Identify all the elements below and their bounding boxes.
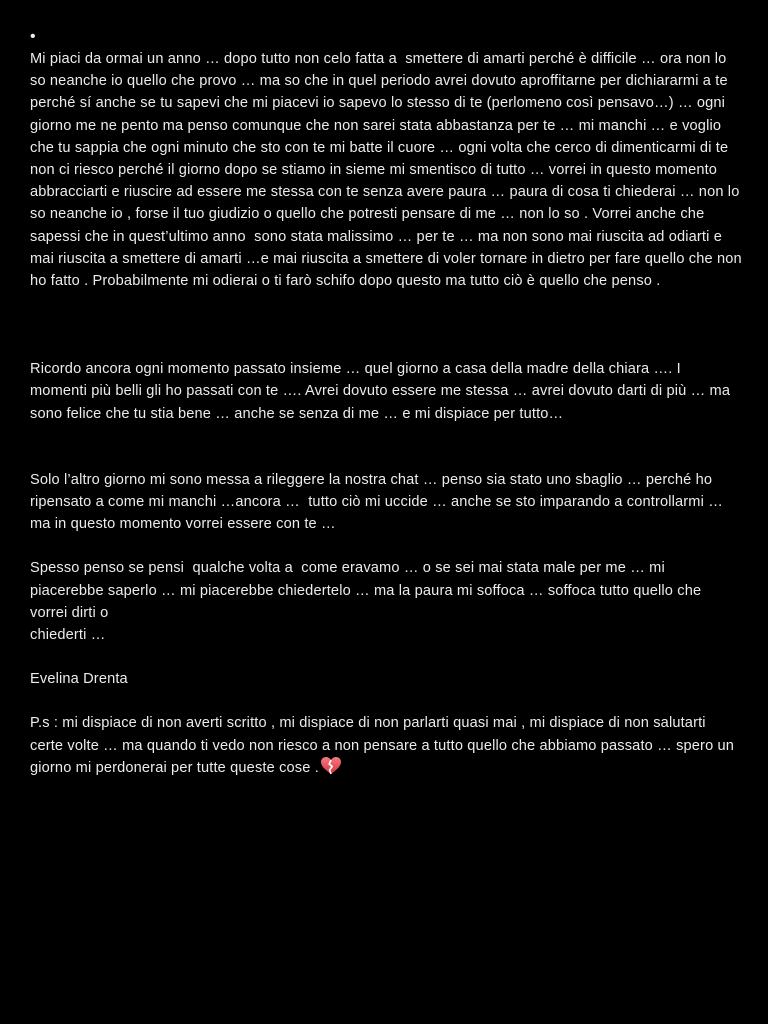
spacer bbox=[30, 690, 742, 712]
postscript-text: P.s : mi dispiace di non averti scritto , mi dispiace di non parlarti quasi mai , mi dispiace di non salutarti certe volte … ma quando ti vedo non riesco a non pensare a tutto quello che abbiamo passato … spero un giorno mi perdonerai per tutte queste cose . bbox=[30, 715, 739, 776]
paragraph-1: Mi piaci da ormai un anno … dopo tutto non celo fatta a smettere di amarti perché è difficile … ora non lo so neanche io quello che provo … ma so che in quel periodo avrei dovuto aproffitarne per dichiararmi a te perché sí anche se tu sapevi che mi piacevi io sapevo lo stesso di te (perlomeno così pensavo…) … ogni giorno me ne pento ma penso comunque che non sarei stata abbastanza per te … mi manchi … e voglio che tu sappia che ogni minuto che sto con te mi batte il cuore … ogni volta che cerco di dimenticarmi di te non ci riesco perché il giorno dopo se stiamo in sieme mi smentisco di tutto … vorrei in questo momento abbracciarti e riuscire ad essere me stessa con te senza avere paura … paura di cosa ti chiederai … non lo so neanche io , forse il tuo giudizio o quello che potresti pensare di me … non lo so . Vorrei anche che sapessi che in quest’ultimo anno sono stata malissimo … per te … ma non sono mai riuscita ad odiarti e mai riuscita a smettere di amarti …e mai riuscita a smettere di voler tornare in dietro per fare quello che non ho fatto . Probabilmente mi odierai o ti farò schifo dopo questo ma tutto ciò è quello che penso . bbox=[30, 51, 746, 290]
paragraph-4: Spesso penso se pensi qualche volta a come eravamo … o se sei mai stata male per me … mi piacerebbe saperlo … mi piacerebbe chiedertelo … ma la paura mi soffoca … soffoca tutto quello che vorrei dirti o chiederti … bbox=[30, 560, 702, 644]
signature: Evelina Drenta bbox=[30, 671, 128, 688]
bullet-marker: • bbox=[30, 28, 36, 45]
broken-heart-icon bbox=[321, 757, 341, 775]
postscript bbox=[30, 712, 742, 779]
spacer bbox=[30, 425, 742, 469]
note-body bbox=[30, 26, 746, 779]
spacer bbox=[30, 292, 742, 358]
paragraph-3: Solo l’altro giorno mi sono messa a rileggere la nostra chat … penso sia stato uno sbaglio … perché ho ripensato a come mi manchi …ancora … tutto ciò mi uccide … anche se sto imparando a controllarmi … ma in questo momento vorrei essere con te … bbox=[30, 471, 728, 533]
spacer bbox=[30, 535, 742, 557]
paragraph-2: Ricordo ancora ogni momento passato insieme … quel giorno a casa della madre della chiara …. I momenti più belli gli ho passati con te …. Avrei dovuto essere me stessa … avrei dovuto darti di più … ma sono felice che tu stia bene … anche se senza di me … e mi dispiace per tutto… bbox=[30, 361, 735, 422]
spacer bbox=[30, 646, 742, 668]
